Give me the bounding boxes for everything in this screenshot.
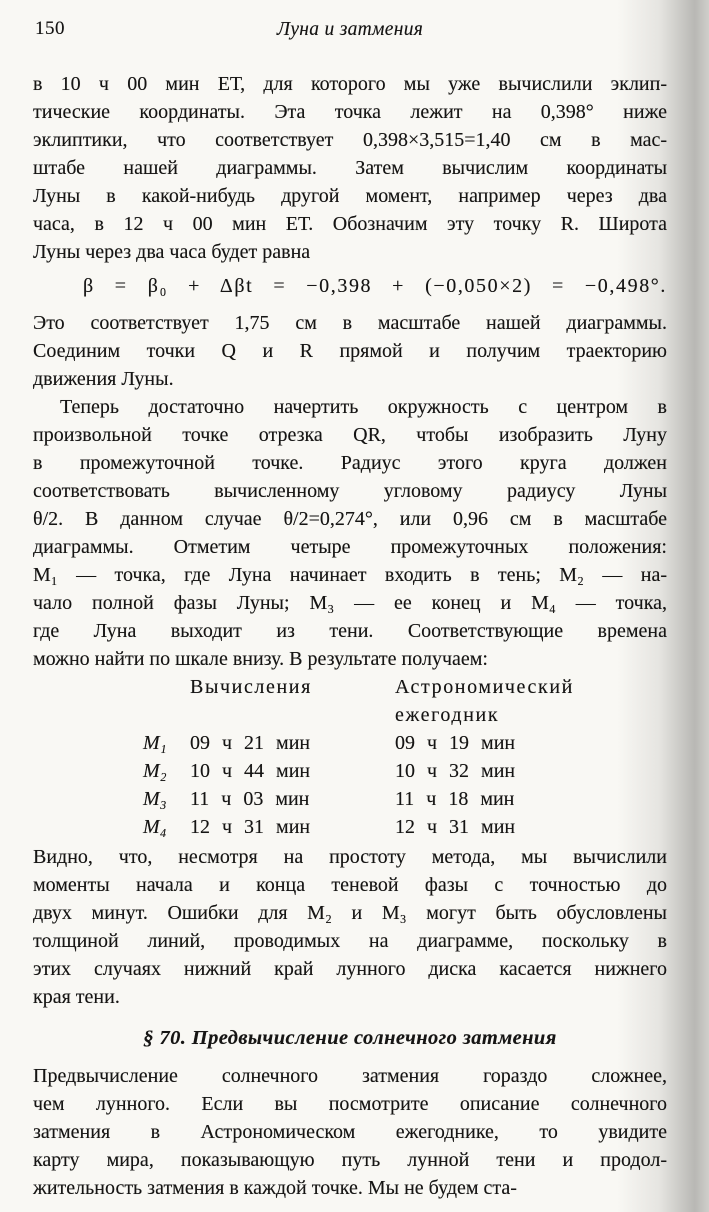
latitude-formula: β = β₀ + Δβt = −0,398 + (−0,050×2) = −0,498°. [83,275,667,297]
text-line: θ/2. В данном случае θ/2=0,274°, или 0,96 см в масштабе [33,508,667,530]
running-head-title: Луна и затмения [276,19,424,40]
text-line: двух минут. Ошибки для M₂ и M₃ могут быть обусловлены [33,902,667,924]
table-col-header-calculations: Вычисления [190,676,312,698]
paragraph-qr-trajectory [33,309,667,393]
text-line: где Луна выходит из тени. Соответствующие времена [33,620,667,642]
table-row [143,813,667,841]
table-header-row [143,673,667,729]
text-line: штабе нашей диаграммы. Затем вычислим координаты [33,157,667,179]
paragraph-accuracy [33,843,667,1011]
table-cell-almanac: 12 ч 31 мин [395,816,516,838]
table-cell-calc: 09 ч 21 мин [190,732,311,754]
contact-times-table [143,673,667,841]
table-cell-calc: 11 ч 03 мин [190,788,310,810]
table-cell-almanac: 11 ч 18 мин [395,788,515,810]
text-line: часа, в 12 ч 00 мин ЕТ. Обозначим эту точку R. Широта [33,213,667,235]
text-line: чало полной фазы Луны; M₃ — ее конец и M₄ — точка, [33,592,667,614]
text-line: соответствовать вычисленному угловому радиусу Луны [33,480,667,502]
text-line: Предвычисление солнечного затмения гораздо сложнее, [33,1065,667,1087]
text-line: моменты начала и конца теневой фазы с точностью до [33,874,667,896]
text-line: можно найти по шкале внизу. В результате получаем: [33,648,488,670]
text-line: движения Луны. [33,368,174,390]
text-line: в 10 ч 00 мин ЕТ, для которого мы уже вычислили эклип- [33,73,667,95]
section-heading-70: § 70. Предвычисление солнечного затмения [143,1027,557,1049]
table-header-spacer [143,673,190,729]
text-line: толщиной линий, проводимых на диаграмме, поскольку в [33,930,667,952]
table-cell-calc: 10 ч 44 мин [190,760,311,782]
table-cell-calc: 12 ч 31 мин [190,816,311,838]
text-line: этих случаях нижний край лунного диска касается нижнего [33,958,667,980]
text-line: эклиптики, что соответствует 0,398×3,515=1,40 см в мас- [33,129,667,151]
table-cell-label: M₄ [143,816,167,838]
page-header [33,16,667,46]
table-body [143,729,667,841]
table-cell-label: M₁ [143,732,167,754]
text-line: Соединим точки Q и R прямой и получим траекторию [33,340,667,362]
table-row [143,785,667,813]
table-cell-almanac: 10 ч 32 мин [395,760,516,782]
table-col-header-almanac-line2: ежегодник [395,704,500,726]
text-line: жительность затмения в каждой точке. Мы не будем ста- [33,1177,517,1199]
page-number: 150 [35,18,65,39]
text-line: Луны в какой-нибудь другой момент, например через два [33,185,667,207]
table-cell-label: M₃ [143,788,167,810]
text-line: в промежуточной точке. Радиус этого круга должен [33,452,667,474]
text-line: края тени. [33,986,120,1008]
text-line: чем лунного. Если вы посмотрите описание солнечного [33,1093,667,1115]
table-row [143,757,667,785]
text-line: произвольной точке отрезка QR, чтобы изобразить Луну [33,424,667,446]
paragraph-moon-circle [33,393,667,673]
text-line: тические координаты. Эта точка лежит на 0,398° ниже [33,101,667,123]
table-cell-label: M₂ [143,760,167,782]
text-line: карту мира, показывающую путь лунной тени и продол- [33,1149,667,1171]
text-line: Это соответствует 1,75 см в масштабе нашей диаграммы. [33,312,667,334]
text-line: затмения в Астрономическом ежегоднике, то увидите [33,1121,667,1143]
paragraph-solar-eclipse-intro [33,1062,667,1202]
text-column [33,70,667,1202]
table-col-header-almanac [395,673,667,729]
text-line: Луны через два часа будет равна [33,241,311,263]
table-row [143,729,667,757]
table-col-header-almanac-line1: Астрономический [395,676,574,698]
paragraph-ecliptic-coordinates [33,70,667,266]
text-line: M₁ — точка, где Луна начинает входить в тень; M₂ — на- [33,564,667,586]
text-line: Теперь достаточно начертить окружность с центром в [60,396,667,418]
text-line: диаграммы. Отметим четыре промежуточных положения: [33,536,667,558]
table-cell-almanac: 09 ч 19 мин [395,732,516,754]
text-line: Видно, что, несмотря на простоту метода, мы вычислили [33,846,667,868]
